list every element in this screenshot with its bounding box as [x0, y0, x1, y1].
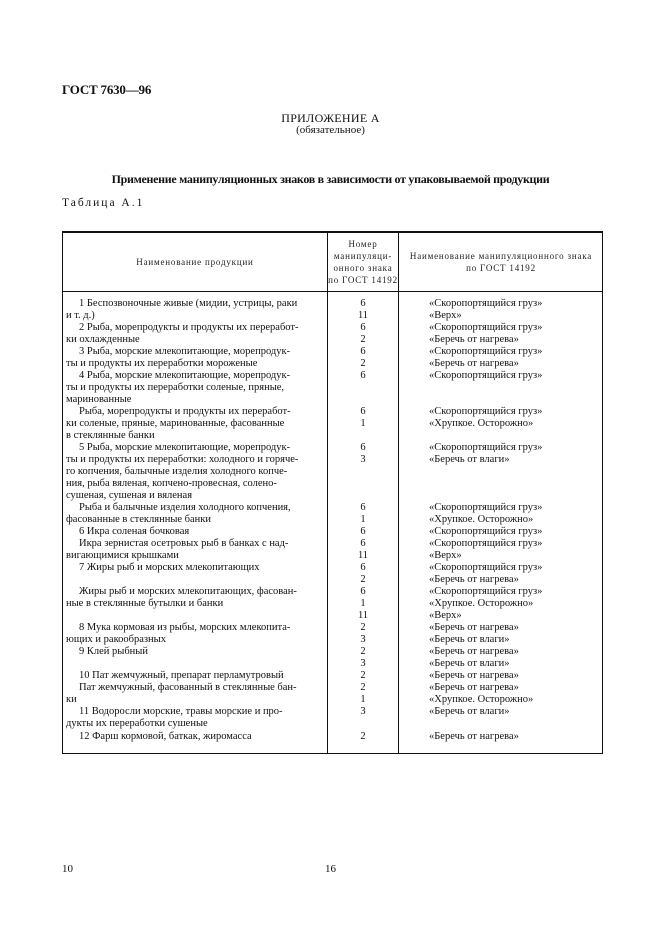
sign-name-cell: «Скоропортящийся груз»	[429, 502, 543, 513]
table-row	[63, 406, 602, 418]
product-name-cell: 6 Икра соленая бочковая	[79, 526, 190, 537]
sign-name-cell: «Скоропортящийся груз»	[429, 586, 543, 597]
sign-number-cell: 1	[360, 694, 366, 705]
page-number-center: 16	[325, 863, 336, 875]
table-row	[63, 610, 602, 622]
product-name-cell: ты и продукты их переработки соленые, пряные,	[66, 382, 285, 393]
table-row	[63, 562, 602, 574]
sign-name-cell: «Скоропортящийся груз»	[429, 370, 543, 381]
sign-name-cell: «Скоропортящийся груз»	[429, 442, 543, 453]
product-name-cell: маринованные	[66, 394, 132, 405]
sign-number-cell: 2	[360, 622, 366, 633]
product-name-cell: го копчения, балычные изделия холодного копче-	[66, 466, 288, 477]
product-name-cell: 1 Беспозвоночные живые (мидии, устрицы, раки	[79, 298, 298, 309]
sign-number-cell: 6	[360, 346, 366, 357]
sign-name-cell: «Скоропортящийся груз»	[429, 406, 543, 417]
sign-number-cell: 6	[360, 370, 366, 381]
sign-number-cell: 2	[360, 358, 366, 369]
table-row	[63, 526, 602, 538]
product-name-cell: дукты их переработки сушеные	[66, 718, 208, 729]
table-row	[63, 322, 602, 334]
table-row	[63, 454, 602, 466]
table-row	[63, 622, 602, 634]
product-name-cell: и т. д.)	[66, 310, 95, 321]
sign-name-cell: «Верх»	[429, 550, 462, 561]
table-row	[63, 574, 602, 586]
product-name-cell: 2 Рыба, морепродукты и продукты их переработ-	[79, 322, 299, 333]
product-name-cell: ты и продукты их переработки мороженые	[66, 358, 258, 369]
sign-name-cell: «Скоропортящийся груз»	[429, 322, 543, 333]
product-name-cell: ты и продукты их переработки: холодного и горяче-	[66, 454, 299, 465]
table-row	[63, 358, 602, 370]
sign-name-cell: «Беречь от нагрева»	[429, 682, 519, 693]
sign-number-cell: 6	[360, 502, 366, 513]
sign-name-cell: «Скоропортящийся груз»	[429, 526, 543, 537]
table-row	[63, 550, 602, 562]
product-name-cell: ки	[66, 694, 77, 705]
page-number-left: 10	[62, 863, 73, 875]
product-name-cell: 5 Рыба, морские млекопитающие, морепродук-	[79, 442, 291, 453]
product-name-cell: ки соленые, пряные, маринованные, фасованные	[66, 418, 285, 429]
sign-name-cell: «Беречь от влаги»	[429, 706, 510, 717]
sign-number-cell: 1	[360, 598, 366, 609]
product-name-cell: ки охлажденные	[66, 334, 140, 345]
product-name-cell: 8 Мука кормовая из рыбы, морских млекопита-	[79, 622, 291, 633]
sign-number-cell: 3	[360, 454, 366, 465]
sign-number-cell: 6	[360, 586, 366, 597]
table-row	[63, 598, 602, 610]
column-header-product: Наименование продукции	[136, 257, 254, 267]
table-row	[63, 442, 602, 454]
table-row	[63, 694, 602, 706]
table-row	[63, 478, 602, 490]
product-name-cell: 7 Жиры рыб и морских млекопитающих	[79, 562, 260, 573]
column-header-sign-number	[328, 233, 398, 291]
product-name-cell: ния, рыба вяленая, копчено-провесная, солено-	[66, 478, 277, 489]
table-row	[63, 646, 602, 658]
sign-number-cell: 6	[360, 298, 366, 309]
sign-name-cell: «Беречь от влаги»	[429, 634, 510, 645]
appendix-status: (обязательное)	[296, 124, 365, 136]
sign-name-cell: «Беречь от влаги»	[429, 658, 510, 669]
sign-number-cell: 1	[360, 418, 366, 429]
table-row	[63, 658, 602, 670]
sign-name-cell: «Беречь от нагрева»	[429, 358, 519, 369]
sign-number-cell: 1	[360, 514, 366, 525]
header-divider	[63, 291, 602, 292]
table-row	[63, 682, 602, 694]
product-name-cell: в стеклянные банки	[66, 430, 155, 441]
sign-name-cell: «Беречь от нагрева»	[429, 622, 519, 633]
table-row	[63, 490, 602, 502]
product-name-cell: Икра зернистая осетровых рыб в банках с над-	[79, 538, 289, 549]
sign-number-cell: 6	[360, 406, 366, 417]
sign-number-cell: 2	[360, 670, 366, 681]
sign-name-cell: «Хрупкое. Осторожно»	[429, 694, 534, 705]
sign-number-cell: 3	[360, 634, 366, 645]
table-row	[63, 718, 602, 730]
table-row	[63, 394, 602, 406]
sign-name-cell: «Беречь от влаги»	[429, 454, 510, 465]
sign-number-cell: 3	[360, 706, 366, 717]
sign-number-cell: 11	[357, 310, 369, 321]
sign-name-cell: «Скоропортящийся груз»	[429, 346, 543, 357]
table-row	[63, 706, 602, 718]
sign-name-cell: «Скоропортящийся груз»	[429, 298, 543, 309]
sign-name-cell: «Скоропортящийся груз»	[429, 538, 543, 549]
marking-signs-table	[62, 231, 603, 754]
table-row	[63, 466, 602, 478]
sign-name-cell: «Хрупкое. Осторожно»	[429, 598, 534, 609]
sign-number-cell: 11	[357, 610, 369, 621]
table-caption: Таблица А.1	[62, 197, 145, 209]
sign-number-cell: 6	[360, 322, 366, 333]
product-name-cell: ющих и ракообразных	[66, 634, 166, 645]
table-row	[63, 514, 602, 526]
product-name-cell: 11 Водоросли морские, травы морские и про-	[79, 706, 283, 717]
sign-number-cell: 2	[360, 731, 366, 742]
table-row	[63, 731, 602, 743]
product-name-cell: 4 Рыба, морские млекопитающие, морепродук-	[79, 370, 291, 381]
table-row	[63, 670, 602, 682]
table-row	[63, 334, 602, 346]
column-header-sign-number-text: Номер манипуляци-онного знака по ГОСТ 14192	[328, 239, 398, 285]
sign-number-cell: 6	[360, 538, 366, 549]
table-row	[63, 310, 602, 322]
product-name-cell: Жиры рыб и морских млекопитающих, фасован-	[79, 586, 297, 597]
sign-number-cell: 3	[360, 658, 366, 669]
table-body	[63, 298, 602, 743]
product-name-cell: Пат жемчужный, фасованный в стеклянные бан-	[79, 682, 297, 693]
product-name-cell: фасованные в стеклянные банки	[66, 514, 212, 525]
section-title: Применение манипуляционных знаков в зависимости от упаковываемой продукции	[111, 172, 550, 186]
table-row	[63, 346, 602, 358]
sign-number-cell: 6	[360, 526, 366, 537]
sign-name-cell: «Беречь от нагрева»	[429, 731, 519, 742]
sign-number-cell: 2	[360, 334, 366, 345]
table-row	[63, 430, 602, 442]
product-name-cell: 9 Клей рыбный	[79, 646, 148, 657]
product-name-cell: Рыба и балычные изделия холодного копчения,	[79, 502, 291, 513]
sign-name-cell: «Хрупкое. Осторожно»	[429, 514, 534, 525]
appendix-title: ПРИЛОЖЕНИЕ А	[281, 111, 380, 125]
table-row	[63, 502, 602, 514]
sign-name-cell: «Скоропортящийся груз»	[429, 562, 543, 573]
product-name-cell: ные в стеклянные бутылки и банки	[66, 598, 224, 609]
sign-name-cell: «Беречь от нагрева»	[429, 670, 519, 681]
product-name-cell: вигающимися крышками	[66, 550, 179, 561]
sign-name-cell: «Верх»	[429, 310, 462, 321]
sign-number-cell: 6	[360, 442, 366, 453]
sign-number-cell: 2	[360, 682, 366, 693]
product-name-cell: 10 Пат жемчужный, препарат перламутровый	[79, 670, 284, 681]
sign-number-cell: 2	[360, 574, 366, 585]
sign-number-cell: 6	[360, 562, 366, 573]
sign-name-cell: «Беречь от нагрева»	[429, 646, 519, 657]
product-name-cell: сушеная, сушеная и вяленая	[66, 490, 193, 501]
table-row	[63, 634, 602, 646]
product-name-cell: 3 Рыба, морские млекопитающие, морепродук-	[79, 346, 291, 357]
table-row	[63, 370, 602, 382]
sign-name-cell: «Верх»	[429, 610, 462, 621]
table-row	[63, 382, 602, 394]
sign-number-cell: 11	[357, 550, 369, 561]
sign-name-cell: «Беречь от нагрева»	[429, 334, 519, 345]
sign-name-cell: «Беречь от нагрева»	[429, 574, 519, 585]
sign-name-cell: «Хрупкое. Осторожно»	[429, 418, 534, 429]
document-code: ГОСТ 7630—96	[62, 82, 152, 97]
column-header-sign-name: Наименование манипуляционного знака по ГОСТ 14192	[409, 251, 593, 273]
table-row	[63, 298, 602, 310]
table-row	[63, 586, 602, 598]
product-name-cell: 12 Фарш кормовой, баткак, жиромасса	[79, 731, 252, 742]
product-name-cell: Рыба, морепродукты и продукты их переработ-	[79, 406, 291, 417]
sign-number-cell: 2	[360, 646, 366, 657]
table-row	[63, 418, 602, 430]
table-row	[63, 538, 602, 550]
